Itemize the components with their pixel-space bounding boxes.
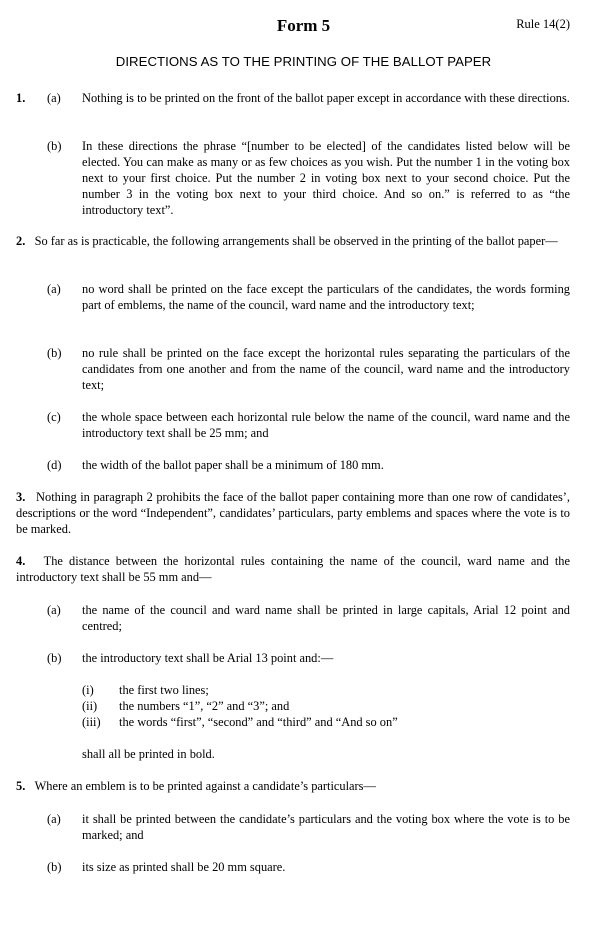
item-label: (b) <box>47 346 62 360</box>
item-text: no word shall be printed on the face except the particulars of the candidates, the words forming part of emblems, the name of the council, ward name and the introductory text; <box>82 282 570 312</box>
paragraph-number: 2. <box>16 234 26 248</box>
paragraph-text: Nothing in paragraph 2 prohibits the face of the ballot paper containing more than one row of candidates’, descriptions or the word “Independent”, candidates’ particulars, party emblems and spaces where the vote is to be marked. <box>16 490 570 536</box>
paragraph-3 <box>16 489 570 537</box>
subitem-text: the words “first”, “second” and “third” and “And so on” <box>119 715 398 729</box>
item-text: Nothing is to be printed on the front of the ballot paper except in accordance with these directions. <box>82 91 570 105</box>
paragraph-4 <box>16 553 570 585</box>
paragraph-text: Where an emblem is to be printed against a candidate’s particulars— <box>34 779 376 793</box>
paragraph-number: 4. <box>16 554 26 568</box>
paragraph-tail-text: shall all be printed in bold. <box>82 747 215 761</box>
item-text: no rule shall be printed on the face except the horizontal rules separating the particulars of the candidates from one another and from the name of the council, ward name and the introductory text; <box>82 346 570 392</box>
item-text: the introductory text shall be Arial 13 point and:— <box>82 651 334 665</box>
item-label: (a) <box>47 603 61 617</box>
item-label: (b) <box>47 860 62 874</box>
rule-reference: Rule 14(2) <box>516 17 570 31</box>
subitem-label: (i) <box>82 683 94 697</box>
paragraph-number: 3. <box>16 490 26 504</box>
paragraph-number: 1. <box>16 91 26 105</box>
item-text: In these directions the phrase “[number to be elected] of the candidates listed below will be elected. You can make as many or as few choices as you wish. Put the number 1 in the voting box next to your first choice. Put the number 2 in voting box next to your second choice. Put the number 3 in the voting box next to your third choice. And so on.” is referred to as “the introductory text”. <box>82 139 570 217</box>
paragraph-2 <box>16 233 570 249</box>
item-label: (c) <box>47 410 61 424</box>
form-title: Form 5 <box>276 16 331 35</box>
paragraph-text: So far as is practicable, the following arrangements shall be observed in the printing of the ballot paper— <box>34 234 558 248</box>
document-heading: DIRECTIONS AS TO THE PRINTING OF THE BALLOT PAPER <box>115 54 492 69</box>
paragraph-text: The distance between the horizontal rules containing the name of the council, ward name and the introductory text shall be 55 mm and— <box>16 554 571 584</box>
subitem-text: the numbers “1”, “2” and “3”; and <box>119 699 290 713</box>
item-text: the width of the ballot paper shall be a minimum of 180 mm. <box>82 458 384 472</box>
item-text: the name of the council and ward name shall be printed in large capitals, Arial 12 point and centred; <box>82 603 570 633</box>
item-text: it shall be printed between the candidate’s particulars and the voting box where the vote is to be marked; and <box>82 812 570 842</box>
item-label: (b) <box>47 651 62 665</box>
item-text: the whole space between each horizontal rule below the name of the council, ward name and the introductory text shall be 25 mm; and <box>82 410 570 440</box>
item-label: (a) <box>47 91 61 105</box>
item-label: (a) <box>47 282 61 296</box>
subitem-text: the first two lines; <box>119 683 209 697</box>
item-label: (a) <box>47 812 61 826</box>
paragraph-5 <box>16 778 570 794</box>
subitem-label: (iii) <box>82 715 101 729</box>
item-label: (b) <box>47 139 62 153</box>
subitem-label: (ii) <box>82 699 98 713</box>
item-text: its size as printed shall be 20 mm square. <box>82 860 286 874</box>
item-label: (d) <box>47 458 62 472</box>
paragraph-4-tail <box>82 746 570 762</box>
paragraph-number: 5. <box>16 779 26 793</box>
